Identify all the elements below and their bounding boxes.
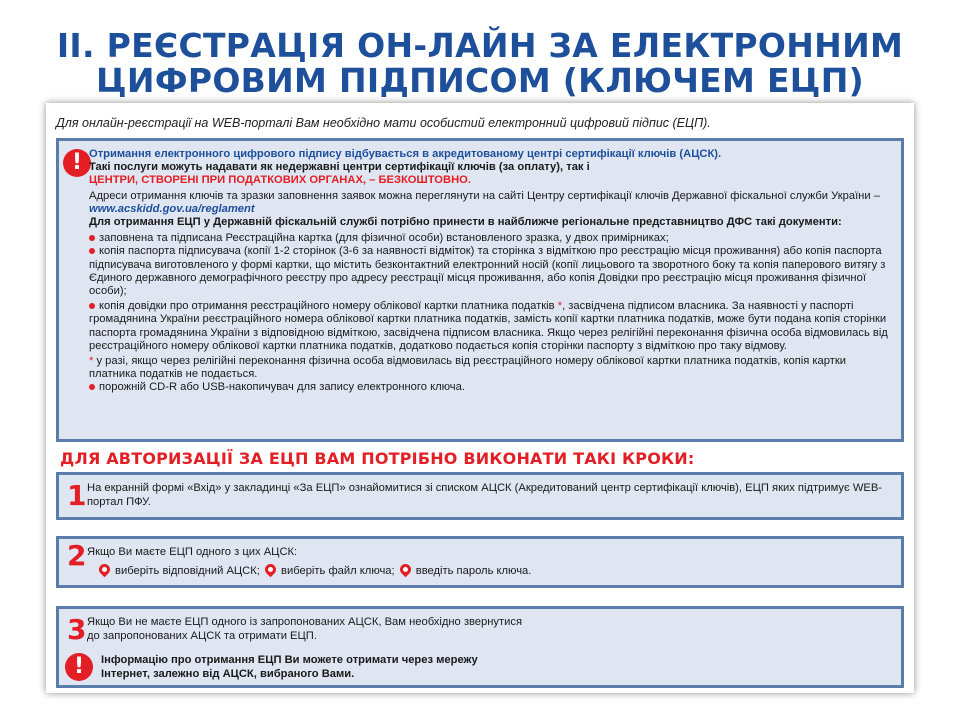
document-item-3a: копія довідки про отримання реєстраційного номеру облікової картки платника податків	[99, 300, 558, 313]
document-item-2: копія паспорта підписувача (копії 1-2 сторінок (3-6 за наявності відміток) та сторінка з відміткою про реєстрацію місця проживання) або копія паспорта підписувача виготовленого у формі картки, що містить безконтактний електронний носій (копії лицьового та зворотного боку та копія паперового витягу з Єдиного державного демографічного реєстру про адресу реєстрації місця проживання, або копія Довідки про реєстрацію місця проживання фізичної особи);	[89, 245, 886, 298]
bullet-icon	[89, 384, 95, 390]
step-3-line-1: Якщо Ви не маєте ЕЦП одного із запропонованих АЦСК, Вам необхідно звернутися	[87, 616, 523, 628]
requirements-box	[56, 138, 904, 442]
step-1-box	[56, 472, 904, 520]
footnote-text: у разі, якщо через релігійні переконання фізична особа відмовилась від реєстраційного номеру облікової картки платника податків, копія картки платника податків не подається.	[89, 355, 847, 381]
step-3-alert-line-2: Інтернет, залежно від АЦСК, вибраного Вами.	[101, 668, 355, 680]
alert-line-2: Такі послуги можуть надавати як недержавні центри сертифікації ключів (за оплату), так і	[89, 161, 590, 174]
map-pin-icon	[97, 562, 113, 578]
title-line-1: ІІ. РЕЄСТРАЦІЯ ОН-ЛАЙН ЗА ЕЛЕКТРОННИМ	[56, 26, 904, 65]
alert-line-1: Отримання електронного цифрового підпису відбувається в акредитованому центрі сертифікації ключів (АЦСК).	[89, 148, 722, 160]
acsk-link[interactable]: www.acskidd.gov.ua/reglament	[89, 202, 255, 215]
step-2-actions	[97, 563, 531, 577]
page-title	[0, 28, 960, 98]
document-item-3b: , засвідчена підписом власника. За наявності у паспорті громадянина України реєстраційного номера облікової картки платника податків, замість копії картки платника податків, може бути подана копія сторінки паспорта громадянина України з відповідною відміткою, засвідчена підписом власника. Якщо через релігійні переконання фізична особа відмовилась від реєстраційного номеру облікової картки платника податків, додатково подається копія сторінки паспорту з відміткою про таку відмову.	[89, 300, 888, 352]
exclamation-icon: !	[65, 653, 93, 681]
step-number: 3	[67, 613, 87, 646]
document-item-4: порожній CD-R або USB-накопичувач для запису електронного ключа.	[99, 381, 465, 394]
asterisk-mark: *	[557, 300, 563, 313]
step-number: 2	[67, 539, 87, 572]
title-line-2: ЦИФРОВИМ ПІДПИСОМ (КЛЮЧЕМ ЕЦП)	[95, 61, 865, 100]
document-item-1: заповнена та підписана Реєстраційна картка (для фізичної особи) встановленого зразка, у двох примірниках;	[99, 232, 669, 245]
action-enter-password: введіть пароль ключа.	[415, 565, 532, 577]
step-3-line-2: до запропонованих АЦСК та отримати ЕЦП.	[87, 630, 317, 642]
map-pin-icon	[397, 562, 413, 578]
addresses-text: Адреси отримання ключів та зразки заповнення заявок можна переглянути на сайті Центру сертифікації ключів Державної фіскальної служби України –	[89, 189, 880, 202]
bullet-icon	[89, 248, 95, 254]
action-select-key-file: виберіть файл ключа;	[281, 565, 395, 577]
steps-heading: ДЛЯ АВТОРИЗАЦІЇ ЗА ЕЦП ВАМ ПОТРІБНО ВИКОНАТИ ТАКІ КРОКИ:	[60, 449, 695, 468]
step-2-text: Якщо Ви маєте ЕЦП одного з цих АЦСК:	[87, 546, 298, 558]
step-3-text	[87, 615, 887, 643]
step-3-alert-line-1: Інформацію про отримання ЕЦП Ви можете отримати через мережу	[101, 654, 478, 666]
step-3-alert	[101, 653, 478, 681]
step-number: 1	[67, 479, 87, 512]
requirements-content	[89, 148, 893, 395]
step-2-box	[56, 536, 904, 588]
step-1-text: На екранній формі «Вхід» у закладинці «За ЕЦП» ознайомитися зі списком АЦСК (Акредитований центр сертифікації ключів), ЕЦП яких підтримує WEB-портал ПФУ.	[87, 482, 883, 508]
alert-line-3: ЦЕНТРИ, СТВОРЕНІ ПРИ ПОДАТКОВИХ ОРГАНАХ, – БЕЗКОШТОВНО.	[89, 174, 471, 187]
intro-text: Для онлайн-реєстрації на WEB-порталі Вам необхідно мати особистий електронний цифровий підпис (ЕЦП).	[56, 116, 711, 130]
bullet-icon	[89, 235, 95, 241]
map-pin-icon	[263, 562, 279, 578]
bullet-icon	[89, 303, 95, 309]
step-3-box	[56, 606, 904, 688]
footnote-asterisk: *	[89, 355, 94, 368]
exclamation-icon: !	[63, 149, 91, 177]
action-select-acsk: виберіть відповідний АЦСК;	[115, 565, 260, 577]
documents-heading: Для отримання ЕЦП у Державній фіскальній службі потрібно принести в найближче регіональне представництво ДФС такі документи:	[89, 216, 842, 229]
